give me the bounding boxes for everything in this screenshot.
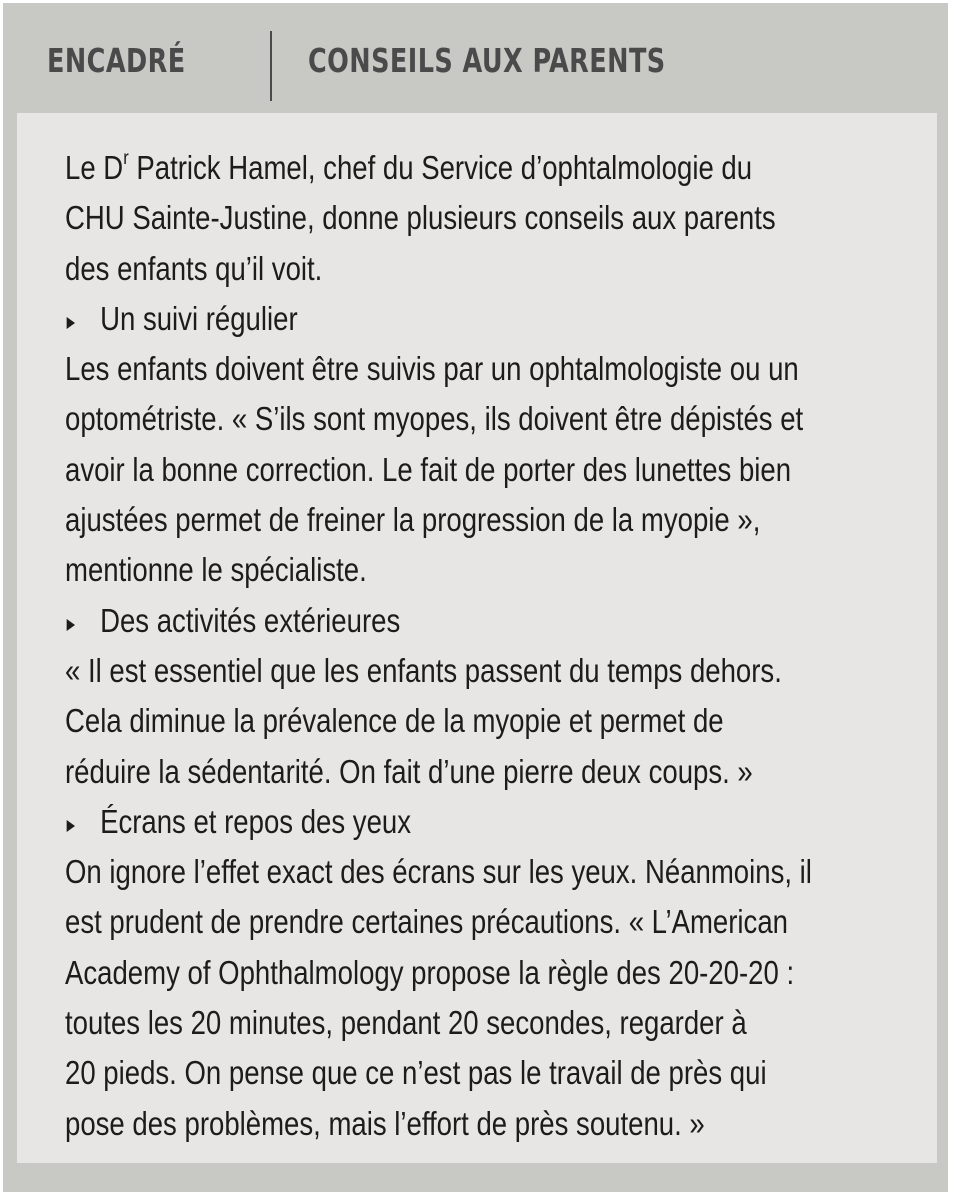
section-heading-text: Un suivi régulier [100, 299, 298, 337]
sidebar-box [3, 3, 948, 1192]
section-line: Les enfants doivent être suivis par un ophtalmologiste ou un [65, 350, 799, 388]
intro-line: CHU Sainte-Justine, donne plusieurs conseils aux parents [65, 199, 776, 237]
section-line: 20 pieds. On pense que ce n’est pas le travail de près qui [65, 1054, 767, 1092]
section-line: réduire la sédentarité. On fait d’une pierre deux coups. » [65, 752, 753, 790]
intro-prefix: Le D [65, 149, 124, 186]
box-content [65, 143, 900, 1149]
section-heading-text: Écrans et repos des yeux [100, 802, 412, 840]
box-header [3, 3, 948, 108]
triangle-right-icon [67, 317, 75, 329]
section-line: « Il est essentiel que les enfants passent du temps dehors. [65, 651, 782, 689]
intro-line: Patrick Hamel, chef du Service d’ophtalmologie du [128, 149, 753, 186]
section-line: pose des problèmes, mais l’effort de près soutenu. » [65, 1104, 705, 1142]
section-line: On ignore l’effet exact des écrans sur les yeux. Néanmoins, il [65, 853, 812, 891]
box-panel [17, 113, 937, 1163]
box-title: CONSEILS AUX PARENTS [308, 41, 666, 80]
section-heading [65, 294, 900, 344]
section-line: Academy of Ophthalmology propose la règle des 20-20-20 : [65, 953, 795, 991]
section-heading [65, 596, 900, 646]
section-line: Cela diminue la prévalence de la myopie et permet de [65, 702, 724, 740]
box-tag: ENCADRÉ [47, 41, 186, 80]
section-line: ajustées permet de freiner la progression de la myopie », [65, 501, 761, 539]
intro-paragraph [65, 143, 900, 294]
triangle-right-icon [67, 820, 75, 832]
section-line: avoir la bonne correction. Le fait de porter des lunettes bien [65, 450, 792, 488]
section-suivi [65, 294, 900, 596]
section-activites [65, 596, 900, 797]
section-line: toutes les 20 minutes, pendant 20 secondes, regarder à [65, 1004, 747, 1042]
header-divider [270, 31, 272, 101]
section-line: est prudent de prendre certaines précautions. « L’American [65, 903, 788, 941]
section-heading [65, 797, 900, 847]
triangle-right-icon [67, 619, 75, 631]
intro-sup: r [123, 147, 129, 170]
intro-line: des enfants qu’il voit. [65, 249, 323, 287]
section-line: mentionne le spécialiste. [65, 551, 367, 589]
section-ecrans [65, 797, 900, 1149]
section-heading-text: Des activités extérieures [100, 601, 401, 639]
section-line: optométriste. « S’ils sont myopes, ils doivent être dépistés et [65, 400, 804, 438]
